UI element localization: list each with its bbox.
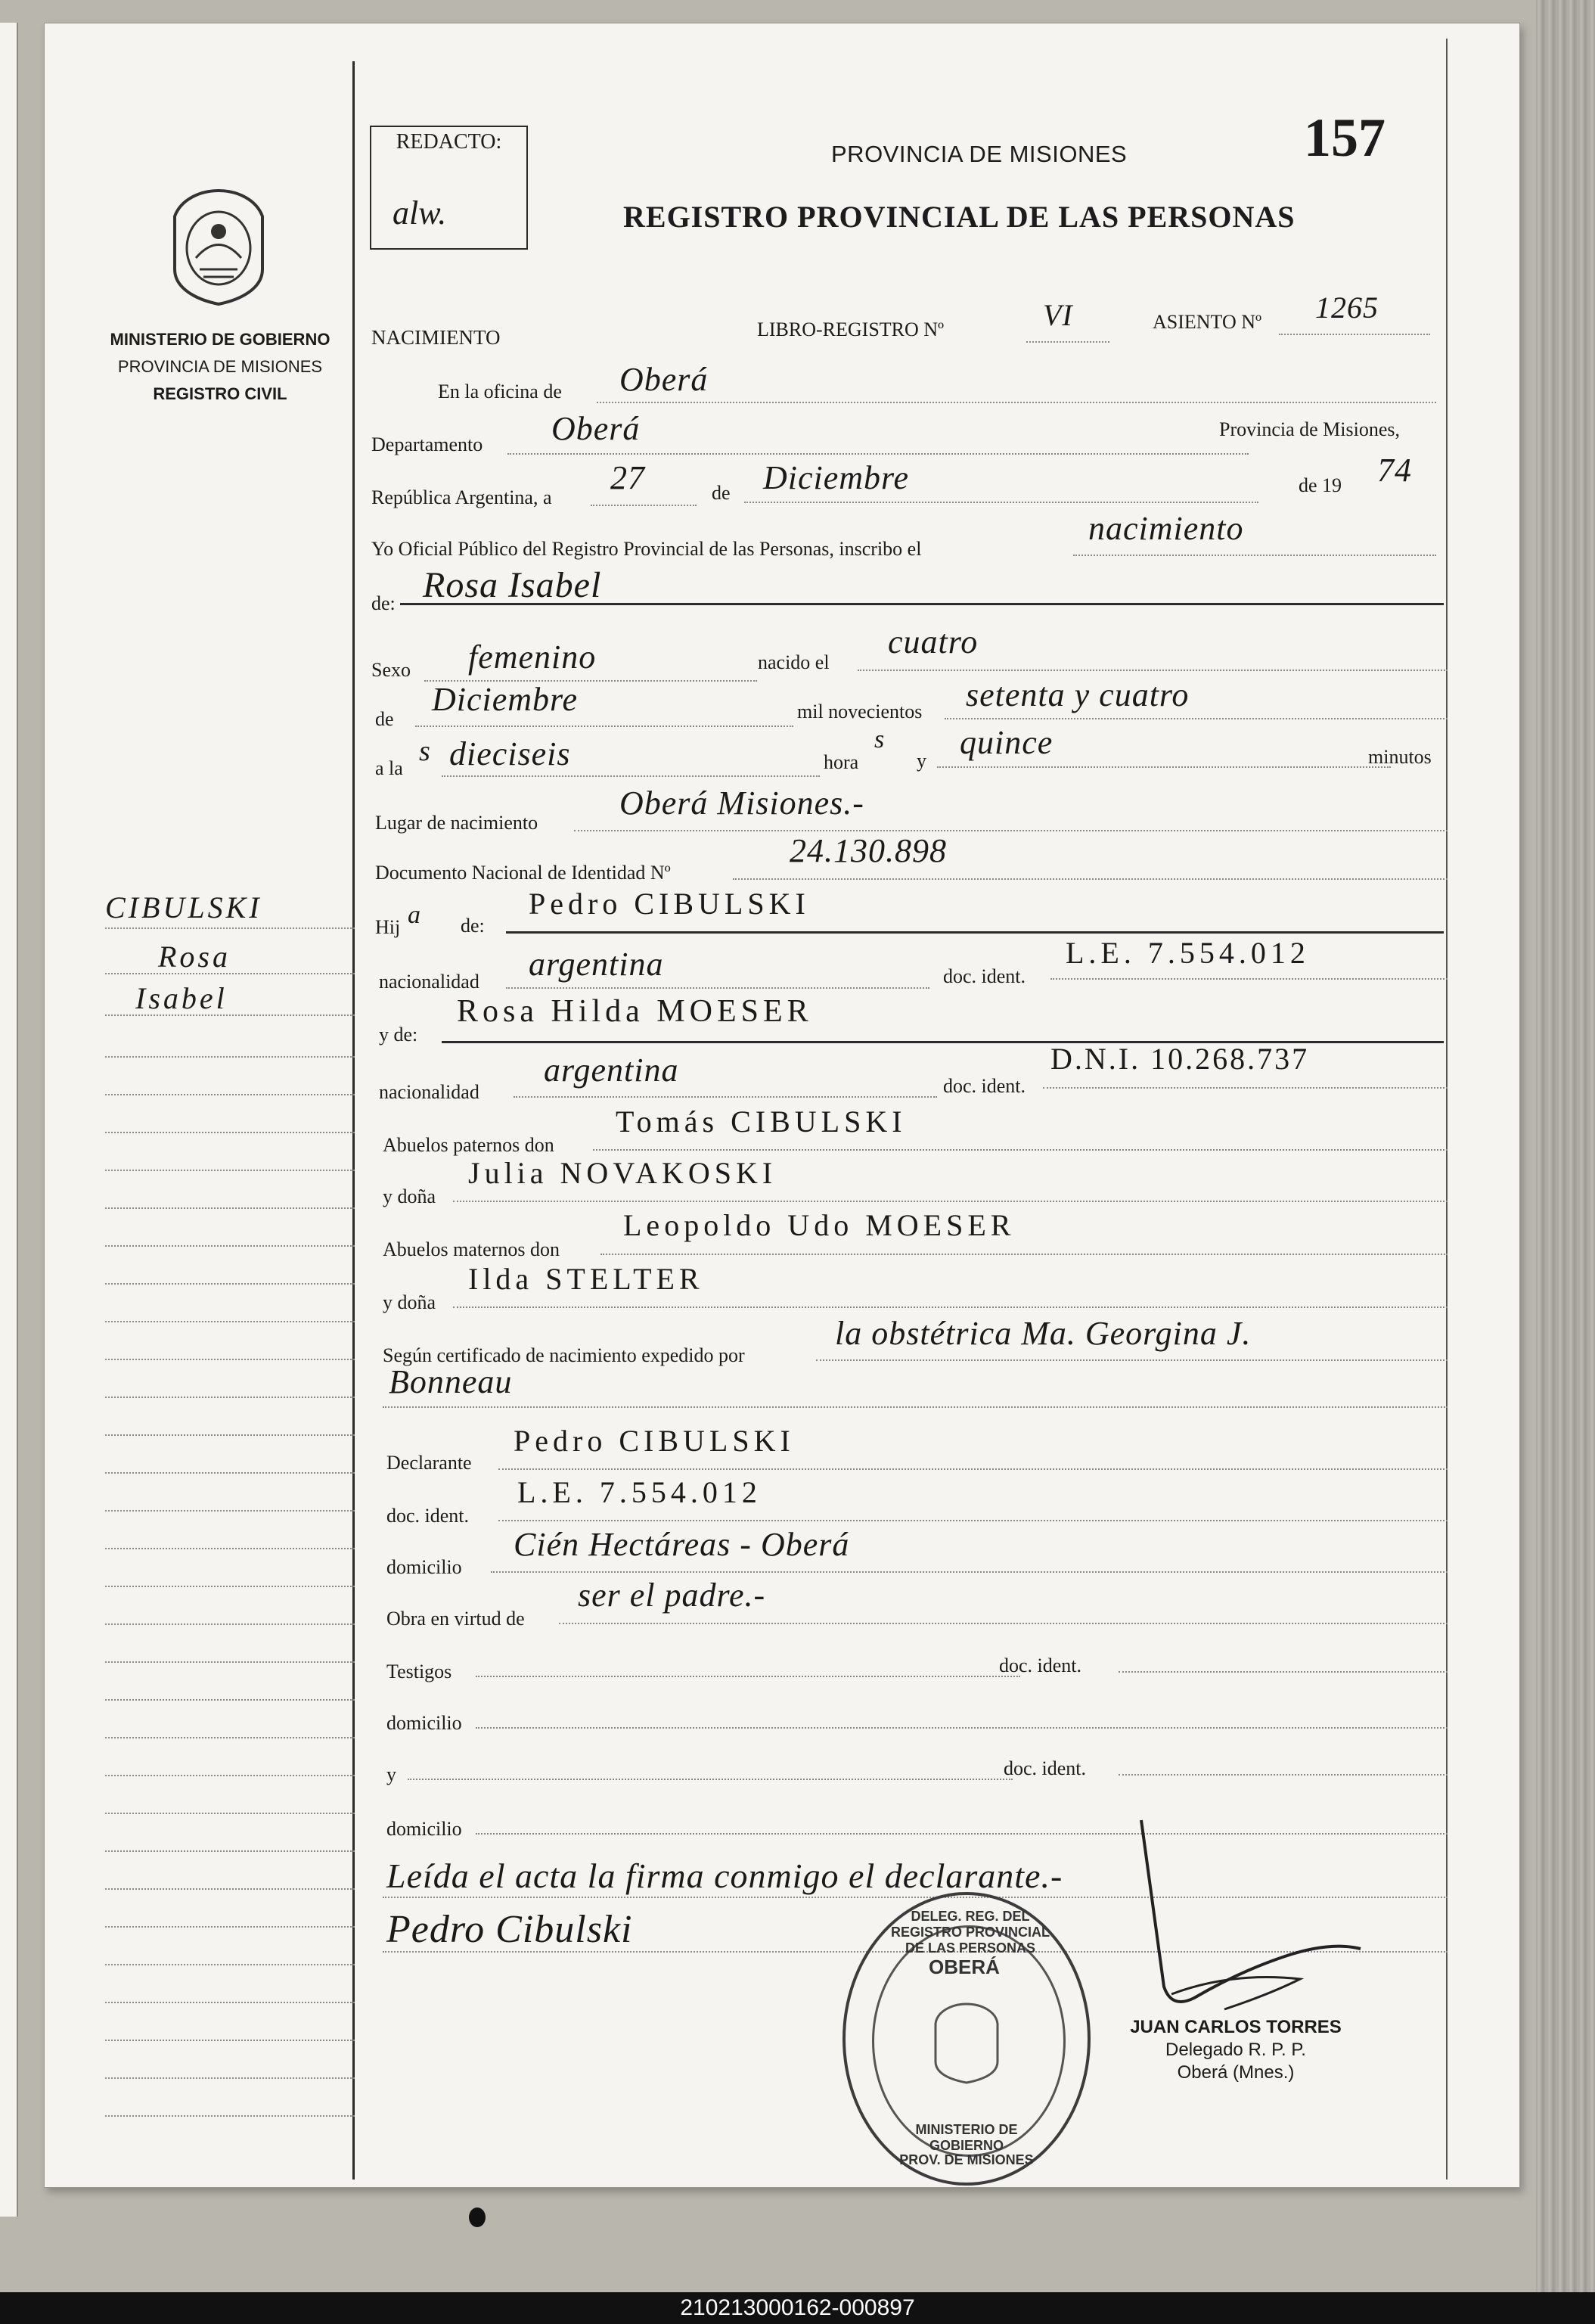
margin-first-name: Rosa <box>158 940 231 974</box>
father-doc-value: L.E. 7.554.012 <box>1066 936 1310 970</box>
stamp-bottom-text: PROV. DE MISIONES <box>899 2152 1034 2167</box>
nacido-value: cuatro <box>888 623 979 660</box>
de-label-3: de <box>375 708 394 730</box>
province-heading: PROVINCIA DE MISIONES <box>831 141 1128 167</box>
stamp-top-text: DELEG. REG. DEL REGISTRO PROVINCIAL DE LAS PERSONAS <box>891 1909 1050 1956</box>
declarant-label: Declarante <box>386 1452 472 1474</box>
y-label: y <box>917 750 926 772</box>
testigo2-y-label: y <box>386 1763 396 1785</box>
margin-second-name: Isabel <box>135 981 228 1015</box>
month2-value: Diciembre <box>432 681 579 718</box>
declarant-address-value: Cién Hectáreas - Oberá <box>514 1526 850 1563</box>
testigo1-address-label: domicilio <box>386 1712 462 1734</box>
testigos-label: Testigos <box>386 1661 452 1682</box>
declarant-address-label: domicilio <box>386 1556 462 1578</box>
obra-label: Obra en virtud de <box>386 1608 525 1630</box>
mil-label: mil novecientos <box>797 701 923 722</box>
redacto-box <box>370 126 528 250</box>
ministry-block <box>84 326 356 408</box>
hij-suffix: a <box>408 901 421 929</box>
year-prefix: de 19 <box>1299 474 1342 496</box>
father-nationality-value: argentina <box>529 946 664 983</box>
asiento-value: 1265 <box>1315 290 1379 325</box>
testigo1-doc-label: doc. ident. <box>999 1654 1082 1676</box>
provincia-label: Provincia de Misiones, <box>1219 418 1401 440</box>
mother-value: Rosa Hilda MOESER <box>457 994 813 1029</box>
registry-heading: REGISTRO PROVINCIAL DE LAS PERSONAS <box>623 200 1296 234</box>
nacido-label: nacido el <box>758 651 830 673</box>
minutos-label: minutos <box>1368 746 1432 768</box>
father-nationality-label: nacionalidad <box>379 971 479 993</box>
sexo-value: femenino <box>468 638 597 676</box>
image-id-footer: 210213000162-000897 <box>0 2292 1595 2324</box>
hij-label: Hij <box>375 916 401 938</box>
dni-value: 24.130.898 <box>790 832 947 869</box>
nacimiento-label: NACIMIENTO <box>371 326 501 349</box>
month-value: Diciembre <box>763 459 910 496</box>
lugar-value: Oberá Misiones.- <box>619 785 864 822</box>
libro-value: VI <box>1043 298 1073 332</box>
de-label: de <box>712 482 731 504</box>
declarant-signature: Pedro Cibulski <box>386 1908 633 1951</box>
oficial-label: Yo Oficial Público del Registro Provincial de las Personas, inscribo el <box>371 538 922 560</box>
stamp-inner-text: MINISTERIO DE GOBIERNO <box>915 2122 1018 2153</box>
child-name-value: Rosa Isabel <box>423 565 602 605</box>
obra-value: ser el padre.- <box>578 1577 766 1614</box>
ala-prefix: s <box>419 735 431 767</box>
paternal-grandfather-label: Abuelos paternos don <box>383 1134 554 1156</box>
sexo-label: Sexo <box>371 659 411 681</box>
maternal-grandfather-value: Leopoldo Udo MOESER <box>623 1208 1016 1242</box>
closing-text: Leída el acta la firma conmigo el declarante.- <box>386 1856 1063 1895</box>
province-seal-icon <box>166 186 272 307</box>
testigo2-address-label: domicilio <box>386 1818 462 1840</box>
margin-surname: CIBULSKI <box>105 890 262 924</box>
ministry-name: MINISTERIO DE GOBIERNO <box>110 330 330 349</box>
paternal-grandfather-value: Tomás CIBULSKI <box>616 1105 907 1139</box>
departamento-label: Departamento <box>371 433 483 455</box>
day-value: 27 <box>610 459 645 496</box>
certificate-label: Según certificado de nacimiento expedido por <box>383 1344 745 1366</box>
redacto-value: alw. <box>393 194 447 231</box>
father-value: Pedro CIBULSKI <box>529 887 810 921</box>
officer-stamp <box>1100 2016 1372 2084</box>
oficina-label: En la oficina de <box>438 381 562 402</box>
stamp-seal-icon <box>932 2001 1001 2084</box>
right-edge-rule <box>1446 39 1448 2180</box>
maternal-grandfather-label: Abuelos maternos don <box>383 1238 560 1260</box>
book-binding <box>1536 0 1595 2292</box>
libro-label: LIBRO-REGISTRO Nº <box>757 318 945 340</box>
mother-nationality-value: argentina <box>544 1052 679 1089</box>
hora-value: dieciseis <box>449 735 571 772</box>
paternal-grandmother-value: Julia NOVAKOSKI <box>468 1156 777 1190</box>
hij-de-label: de: <box>461 915 485 937</box>
maternal-grandmother-value: Ilda STELTER <box>468 1262 704 1296</box>
mother-doc-value: D.N.I. 10.268.737 <box>1050 1042 1310 1076</box>
maternal-grandmother-label: y doña <box>383 1291 436 1313</box>
officer-name: JUAN CARLOS TORRES <box>1130 2017 1342 2037</box>
officer-role: Delegado R. P. P. <box>1165 2040 1306 2060</box>
minutes-value: quince <box>960 724 1054 761</box>
redacto-label: REDACTO: <box>396 130 502 154</box>
declarant-doc-label: doc. ident. <box>386 1505 470 1527</box>
mother-nationality-label: nacionalidad <box>379 1081 479 1103</box>
ink-spot <box>469 2207 486 2227</box>
mother-de-label: y de: <box>379 1024 418 1045</box>
oficial-value: nacimiento <box>1088 510 1244 547</box>
dni-label: Documento Nacional de Identidad Nº <box>375 862 671 884</box>
declarant-value: Pedro CIBULSKI <box>514 1424 795 1458</box>
de-label-2: de: <box>371 592 396 614</box>
mil-value: setenta y cuatro <box>966 676 1190 713</box>
asiento-label: ASIENTO Nº <box>1153 311 1262 333</box>
ministry-province: PROVINCIA DE MISIONES <box>117 357 323 376</box>
paternal-grandmother-label: y doña <box>383 1185 436 1207</box>
departamento-value: Oberá <box>551 410 641 447</box>
ministry-civil: REGISTRO CIVIL <box>153 384 287 403</box>
officer-signature-icon <box>1043 1805 1376 2047</box>
register-page <box>44 23 1520 2188</box>
year-value: 74 <box>1377 452 1412 489</box>
republica-label: República Argentina, a <box>371 486 552 508</box>
hora-label: hora <box>824 751 859 773</box>
officer-place: Oberá (Mnes.) <box>1177 2062 1295 2083</box>
ala-label: a la <box>375 757 403 779</box>
previous-page-edge <box>0 23 18 2217</box>
folio-number: 157 <box>1304 107 1386 168</box>
mother-doc-label: doc. ident. <box>943 1075 1026 1097</box>
stamp-city: OBERÁ <box>929 1956 1000 1978</box>
lugar-label: Lugar de nacimiento <box>375 812 538 834</box>
certificate-value: la obstétrica Ma. Georgina J. <box>835 1315 1252 1352</box>
hora-suffix: s <box>874 725 886 753</box>
declarant-doc-value: L.E. 7.554.012 <box>517 1475 762 1509</box>
oficina-value: Oberá <box>619 361 709 398</box>
father-doc-label: doc. ident. <box>943 965 1026 987</box>
testigo2-doc-label: doc. ident. <box>1004 1757 1087 1779</box>
certificate-value-2: Bonneau <box>389 1363 513 1400</box>
